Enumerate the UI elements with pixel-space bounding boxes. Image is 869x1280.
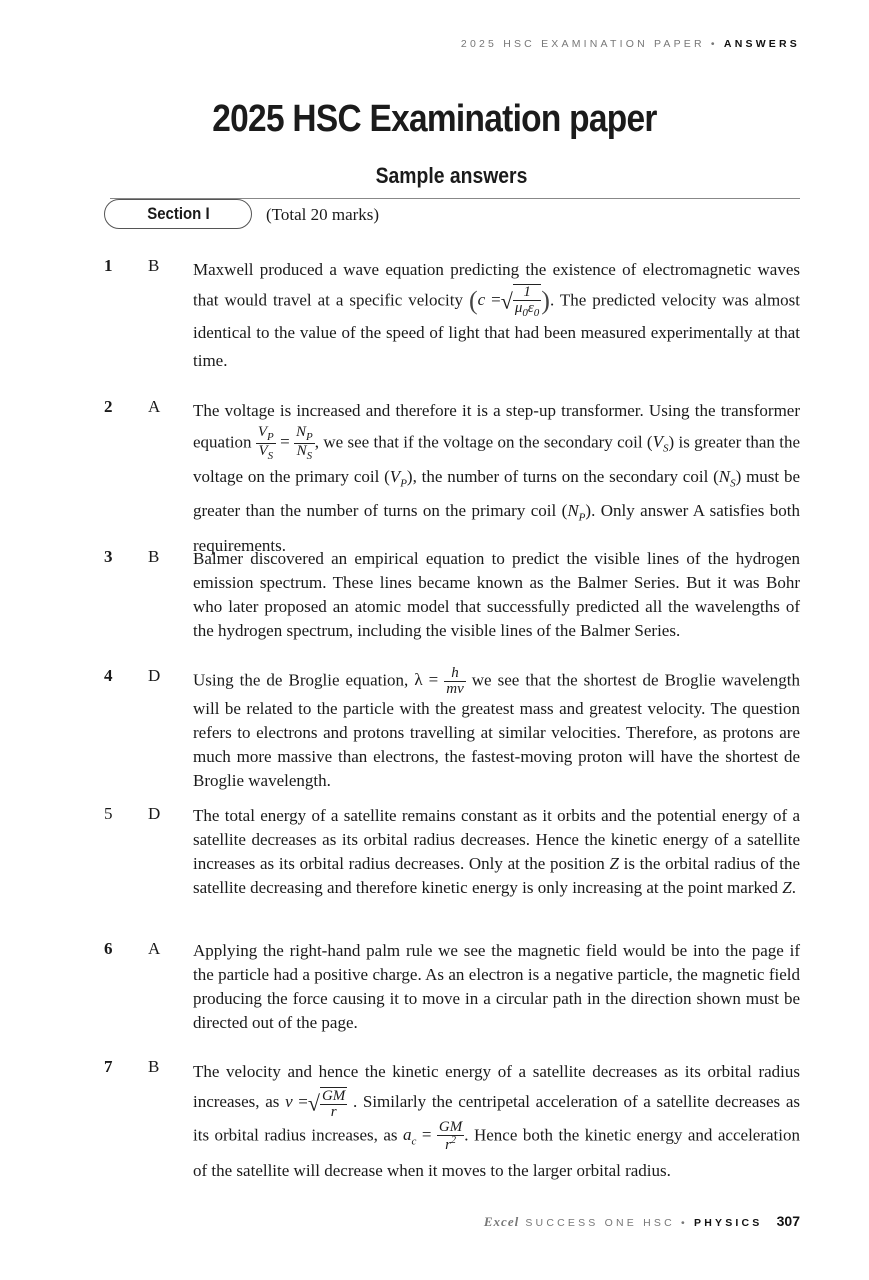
page-number: 307 [776,1213,800,1229]
answer-letter: B [148,547,160,566]
equation-orbital-velocity: v =√ $\frac{GM}{r}$ [285,1087,346,1120]
footer-separator: • [681,1217,688,1229]
footer-series: SUCCESS ONE HSC [525,1217,675,1229]
question-number: 4 [104,666,113,685]
question-number: 3 [104,547,113,566]
running-head-title: 2025 HSC EXAMINATION PAPER [460,38,705,50]
answer-explanation: The velocity and hence the kinetic energy of a satellite decreases as its orbital radius increases, as v =√ $\frac{GM}{r}$ . Similarly the centripetal acceleration of a satellite decreases as its orbital radius increases, as $a_c$ = $\frac{GM}{r^2}$ . Hence both the kinetic energy and acceleration of the satellite will decrease when it moves to the larger orbital radius. [193,1062,800,1181]
question-number: 2 [104,397,113,416]
answer-letter: B [148,256,160,275]
footer-brand: Excel [483,1214,520,1229]
answer-explanation: The total energy of a satellite remains constant as it orbits and the potential energy of a satellite decreases as its orbital radius decreases. Hence the kinetic energy of a satellite increases as its orbital radius decreases. Only at the position Z is the orbital radius of the satellite decreasing and therefore kinetic energy is only increasing at the point marked Z. [193,806,800,897]
answer-explanation: Using the de Broglie equation, λ = $\frac{h}{mv}$ we see that the shortest de Broglie wavelength will be related to the particle with the greatest mass and greatest velocity. The question refers to electrons and protons travelling at similar velocities. Therefore, as protons are much more massive than electrons, the fastest-moving proton will have the shortest de Broglie wavelength. [193,665,800,790]
answer-letter: A [148,939,161,958]
running-head-separator: • [710,38,718,50]
question-number: 7 [104,1057,113,1076]
page-subtitle: Sample answers [375,163,528,188]
question-number: 1 [104,256,113,275]
equation-transformer: $\frac{V_P}{V_S}$ = $\frac{N_P}{N_S}$ [257,424,313,462]
question-number: 6 [104,939,113,958]
equation-speed-of-light: (c =√ $\frac{1}{\mu_0\varepsilon_0}$ ) [468,284,550,319]
answer-explanation: Maxwell produced a wave equation predicting the existence of electromagnetic waves that would travel at a specific velocity (c =√ $\frac{1}{\mu_0\varepsilon_0}$ ). The predicted velocity was almost identical to the value of the speed of light that had been measured experimentally at that time. [193,260,800,370]
answer-explanation: The voltage is increased and therefore it is a step-up transformer. Using the transformer equation $\frac{V_P}{V_S}$ = $\frac{N_P}{N_S}$ , we see that if the voltage on the secondary coil $(V_S)$ is greater than the voltage on the primary coil $(V_P)$, the number of turns on the secondary coil $(N_S)$ must be greater than the number of turns on the primary coil $(N_P)$. Only answer A satisfies both requirements. [193,401,800,555]
running-head [461,38,800,50]
section-badge [104,199,252,229]
section-label: Section I [146,204,210,223]
equation-de-broglie: λ = $\frac{h}{mv}$ [414,665,464,697]
page-title: 2025 HSC Examination paper [212,98,657,140]
running-head-section: ANSWERS [723,38,800,50]
question-number: 5 [104,804,113,823]
page-footer [484,1213,800,1230]
answer-letter: A [148,397,161,416]
answer-explanation: Applying the right-hand palm rule we see the magnetic field would be into the page if the particle had a positive charge. As an electron is a negative particle, the magnetic field producing the force causing it to move in a circular path in the direction shown must be directed out of the page. [193,941,800,1032]
equation-centripetal-acceleration: $a_c$ = $\frac{GM}{r^2}$ [403,1118,463,1153]
answer-letter: B [148,1057,160,1076]
answer-letter: D [148,666,161,685]
footer-subject: PHYSICS [694,1217,763,1229]
answer-letter: D [148,804,161,823]
section-total-marks: (Total 20 marks) [266,205,380,224]
answer-explanation: Balmer discovered an empirical equation to predict the visible lines of the hydrogen emission spectrum. These lines became known as the Balmer Series. But it was Bohr who later proposed an atomic model that successfully predicted all the wavelengths of the hydrogen spectrum, including the visible lines of the Balmer Series. [193,549,800,640]
